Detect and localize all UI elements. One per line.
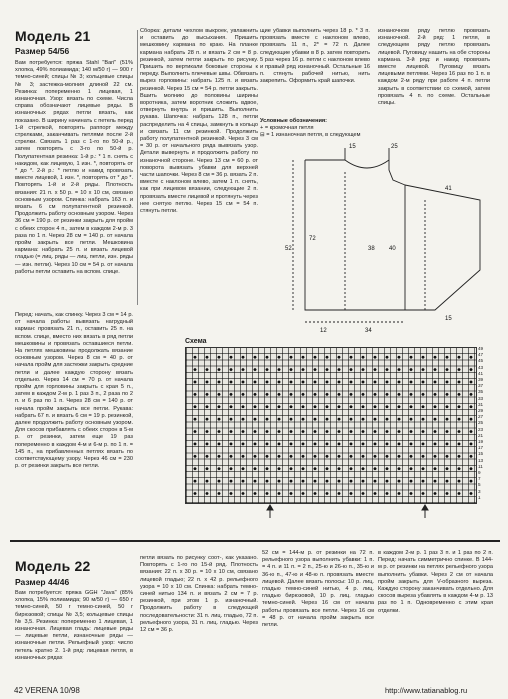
row-number: 31 xyxy=(478,401,484,407)
garment-pattern-drawing xyxy=(285,140,500,335)
row-number: 45 xyxy=(478,358,484,364)
row-number: 25 xyxy=(478,420,484,426)
row-number: 3 xyxy=(478,488,481,494)
dim-top-2: 25 xyxy=(391,144,398,150)
row-number: 37 xyxy=(478,383,484,389)
row-number: 23 xyxy=(478,426,484,432)
row-number: 27 xyxy=(478,414,484,420)
model21-column-3 xyxy=(140,28,258,333)
model22-col2-text: петли вязать по рисунку соот-, как указано. Повторять с 1-го по 15-й ряд. Плотность вязания: 22 п. х 30 р. = 10 х 10 см, связано лицевой гладью; 22 п. х 42 р. рельефного узора = 10 х 10 см. Спинка: набрать темно-синей нитью 134 п. и вязать 2 см = 7 р. резинкой, при этом 1 р. изнаночный. Продолжить работу в следующей последовательности: 31 п. лиц. гладью, 72 п. рельефного узора, 31 п. лиц. гладью. Через 12 см = 36 р. xyxy=(140,555,258,634)
row-number: 49 xyxy=(478,346,484,351)
stitch-chart xyxy=(185,347,477,504)
dim-bottom-1: 12 xyxy=(320,328,327,334)
model21-column-4 xyxy=(260,28,370,113)
model21-size: Размер 54/56 xyxy=(15,46,70,56)
row-number: 7 xyxy=(478,476,481,482)
model21-column-5 xyxy=(378,28,490,113)
model22-column-4 xyxy=(378,550,493,680)
legend-item-1: + = кромочная петля xyxy=(260,125,314,131)
row-number: 19 xyxy=(478,439,484,445)
row-number: 9 xyxy=(478,470,481,476)
row-number: 39 xyxy=(478,377,484,383)
model21-column-2 xyxy=(15,312,133,517)
dim-mid-2: 40 xyxy=(389,246,396,252)
section-divider xyxy=(10,540,500,542)
row-number: 5 xyxy=(478,482,481,488)
row-number: 47 xyxy=(478,352,484,358)
row-number: 17 xyxy=(478,445,484,451)
model22-title: Модель 22 xyxy=(15,558,91,574)
model22-col1-text: Вам потребуется: пряжа GGH "Java" (85% хлопка, 15% полиамида; 90 м/50 г) — 650 г темно-синей, 50 г темно-синей, 50 г бирюзовой; спицы № 3,5; кольцевые спицы № 3,5. Резинка: попеременно 1 лицевая, 1 изнаночная. Лицевая гладь: лицевые ряды — лицевые петли, изнаночные ряды — изнаночные петли. Рельефный узор: число петель кратно 2. 1-й ряд: лицевая петля, в изнаночных рядах xyxy=(15,590,133,661)
row-number: 11 xyxy=(478,463,483,469)
dim-bottom-3: 15 xyxy=(445,316,452,322)
model22-col3-text: 52 см = 144-м р. от резинки на 72 п. рельефного узора выполнить убавки: 1 п. = 4 п. и 11 п. = 2 п., 25-ю и 26-ю п., 35-ю и 36-ю п., 47-ю и 48-ю п. провязать вместе лицевой. Далее вязать полосы: 10 р. лиц. гладью темно-синей нитью, 4 р. лиц. гладью бирюзовой, 10 р. лиц. гладью темно-синей. Через 16 см от начала работы провязать все петли. Через 16 см = 48 р. от начала пройм закрыть все петли. xyxy=(262,550,374,629)
model21-col2-text: Перед: начать, как спинку. Через 3 см = 14 р. от начала работы вывязать нагрудный карман: провязать 21 п., оставить 25 п. на вспом. спице, вместо них вязать в ряд петли мешковины и провязать оставшиеся петли. На петлях мешковины продолжать вязание основным узором. Через 8 см = 40 р. от начала пройм для застежки закрыть средние петли и далее каждую сторону вязать отдельно. Через 14 см = 70 р. от начала пройм для горловины закрыть с края 5 п., затем в каждом 2-м р. 1 раз 3 п., 2 раза по 2 п. и 6 раз по 1 п. Через 28 см = 140 р. от начала пройм закрыть все петли. Рукава: набрать 67 п. и вязать 6 см = 19 р. резинкой, далее продолжить работу основным узором. Для скосов прибавлять с обеих сторон в 5-м р. от резинки, затем еще 19 раз попеременно в каждом 4-м и 6-м р. по 1 п. = 145 п., на прибавленных петлях вязать по соответствующему узору. Через 46 см = 230 р. от резинки закрыть все петли. xyxy=(15,312,133,470)
dim-bottom-2: 34 xyxy=(365,328,372,334)
legend-title: Условные обозначения: xyxy=(260,118,328,124)
schema-title: Схема xyxy=(185,338,207,345)
row-number: 1 xyxy=(478,494,481,500)
model22-column-1 xyxy=(15,590,133,680)
model21-title: Модель 21 xyxy=(15,28,91,44)
repeat-arrows xyxy=(185,504,475,520)
dim-left-1: 52 xyxy=(285,246,292,252)
model21-column-1 xyxy=(15,60,133,310)
model21-col1-text: Вам потребуется: пряжа Stahl "Bari" (51% хлопка, 49% полиамида; 140 м/50 г) — 900 г темно-синей; спицы № 3; кольцевые спицы № 3; застежка-молния длиной 22 см. Резинка: попеременно 1 лицевая, 1 изнаночная. Узор: вязать по схеме. Числа справа обозначают лицевые ряды. В изнаночных рядах петли вязать, как показано. В ширину начинать с петель перед 1-й стрелкой, повторять раппорт между стрелками, заканчивать петлями после 2-й стрелки. Связать 1 раз с 1-го по 50-й р., затем повторять с 3-го по 50-й р. Полупатентная резинка: 1-й р.: * 1 п. снять с накидом, как лицевую, 1 изн. *, повторять от * до *. 2-й р.: * петлю и накид провязать вместе лицевой, 1 изн. *, повторять от * до *. Повторять 1-й и 2-й ряды. Плотность вязания: 21 п. х 50 р. = 10 х 10 см, связано основным узором. Спинка: набрать 163 п. и вязать 6 см полупатентной резинкой. Продолжить работу основным узором. Через 36 см = 190 р. от резинки закрыть для пройм с обеих сторон 4 п., затем в каждом 2-м р. 3 раза по 1 п. Через 28 см = 140 р. от начала пройм закрыть все петли. Мешковина кармана: набрать 25 п. и вязать лицевой гладью (= лиц. ряды — лиц. петли, изн. ряды — изн. петли). Через 10 см = 54 р. от начала работы петли оставить на вспом. спице. xyxy=(15,60,133,275)
row-number: 29 xyxy=(478,408,484,414)
row-number: 13 xyxy=(478,457,484,463)
dim-top-1: 15 xyxy=(349,144,356,150)
row-number: 15 xyxy=(478,451,484,457)
model22-column-3 xyxy=(262,550,374,680)
page-footer-left: 42 VERENA 10/98 xyxy=(14,686,80,695)
body-outline xyxy=(305,160,405,310)
dim-top-3: 41 xyxy=(445,186,452,192)
model22-col4-text: в каждом 2-м р. 1 раз 3 п. и 1 раз по 2 п. Перед: начать симметрично спинке. В 144-м р. от резинки на петлях рельефного узора выполнить убавки. Через 2 см от начала пройм закрыть для V-образного выреза. Каждую сторону заканчивать отдельно. Для скосов выреза убавлять в каждом 4-м р. 13 раз по 1 п. Одновременно с этим края отделки. xyxy=(378,550,493,614)
row-number: 43 xyxy=(478,364,484,370)
model22-size: Размер 44/46 xyxy=(15,577,70,587)
dim-left-2: 72 xyxy=(309,236,316,242)
row-number: 21 xyxy=(478,432,484,438)
row-number: 41 xyxy=(478,370,484,376)
legend-item-2: ⊟ = 1 изнаночная петля, в следующем xyxy=(260,132,361,138)
schema-row-numbers xyxy=(478,346,500,501)
dim-mid-1: 38 xyxy=(368,246,375,252)
symbol-legend xyxy=(260,118,370,139)
row-number: 35 xyxy=(478,389,484,395)
model21-col5-text: изнаночном ряду петлю провязать изнаночной. 2-й ряд: 1 петля, в следующем ряду петлю провязать лицевой. Пуговицу нашить на обе стороны кармана. 3-й ряд: и накид провязать вместе лицевой. Пуговицу вязать лицевыми петлями. Через 16 раз по 1 п. в каждом 2-м ряду при работе 4 п. петли закрыть в соответствии со схемой, затем провязать 4 п. по схеме. Остальные спицы. xyxy=(378,28,490,107)
row-number: 33 xyxy=(478,395,484,401)
model22-column-2 xyxy=(140,555,258,680)
column-rule xyxy=(137,30,138,305)
model21-col4-text: щие убавки выполнить через 18 р. * 3 п. провязать вместе с наклоном влево, провязать 11 п., 2* = 72 п. Далее следующие убавки в 8 р. затем повторить 5 раз через 16 р. петли с наклоном влево и правый ряд изнаночный. Остальные 16 п. стянуть рабочей нитью, нить закрепить. Оформить край шапочки. xyxy=(260,28,370,85)
model21-col3-text: Сборка: детали чехлом выкроек, увлажнить и оставить до высыхания. Пришить мешковину кармана по краю. На планке кармана набрать 28 п. и вязать 2 см = 8 р. резинкой, затем петли закрыть по рисунку. Пришить по вертикали боковые стороны к переду. Выполнить плечевые швы. Обвязать вырез горловины: набрать 125 п. и вязать резинкой. Через 15 см = 54 р. петли закрыть. Вшить молнию до половины ширины воротника, затем воротник сложить вдвое, отвернуть внутрь и пришить. Выполнить рукава. Шапочка: набрать 128 п., петли распределить на 4 спицы, замкнуть в кольцо и связать 11 см резинкой. Продолжить работу полупатентной резинкой. Через 3 см = 30 р. от начального ряда вывязать узор. Детали вывернуть и продолжить работу по изнаночной стороне. Через 13 см = 60 р. от поворота вывязать убавки для верхней части шапочки. Через 8 см = 36 р. вязать 2 п. вместе с наклоном влево, затем 1 п. снять, как при лицевом вязании, следующие 2 п. провязать вместе лицевой и протянуть через нее снятую петлю. Через 15 см = 54 п. стянуть петли. xyxy=(140,28,258,215)
blog-watermark-link[interactable]: http://www.tatianablog.ru xyxy=(385,686,468,695)
sleeve-outline xyxy=(405,185,480,310)
